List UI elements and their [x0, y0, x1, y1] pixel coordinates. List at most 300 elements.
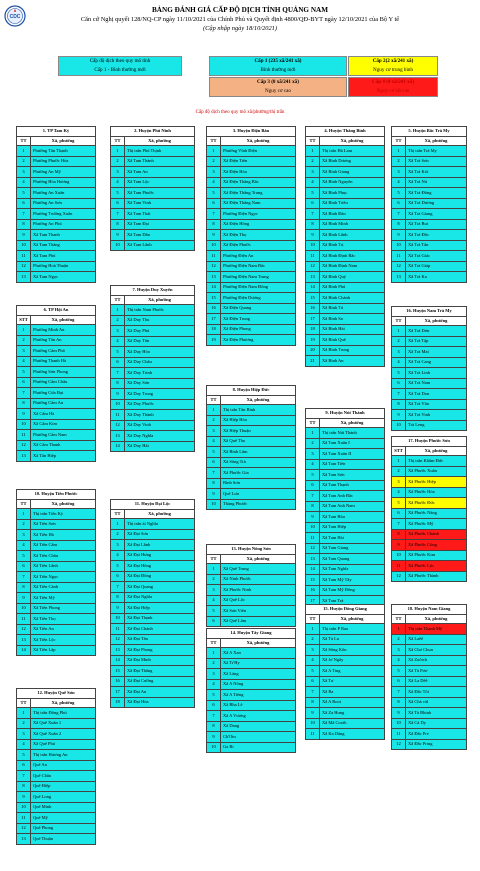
commune-name: Quế Phong — [31, 823, 96, 834]
commune-name: Xã Tam Giang — [320, 543, 385, 554]
commune-name: Thị trấn Phú Thịnh — [125, 146, 195, 157]
commune-name: Xã Tam Trà — [320, 596, 385, 607]
row-number: 1 — [207, 648, 221, 659]
row-number: 4 — [207, 679, 221, 690]
table-row — [111, 529, 195, 540]
row-number: 12 — [306, 543, 320, 554]
commune-name: Xã Tiên Châu — [31, 551, 96, 562]
row-number: 9 — [392, 708, 406, 719]
row-number: 2 — [207, 156, 221, 167]
row-number: 6 — [207, 457, 221, 468]
table-row — [111, 368, 195, 379]
table-row — [207, 742, 296, 753]
row-number: 6 — [306, 480, 320, 491]
district-title: 5. Huyện Bắc Trà My — [392, 127, 467, 137]
row-number: 13 — [111, 431, 125, 442]
row-number: 3 — [111, 326, 125, 337]
commune-name: Xã Tam Thành — [125, 156, 195, 167]
table-row — [17, 572, 96, 583]
row-number: 3 — [392, 167, 406, 178]
row-number: 10 — [392, 420, 406, 431]
commune-name: Xã Trà Nú — [406, 177, 467, 188]
commune-name: Xã Tân Hiệp — [31, 451, 96, 462]
commune-name: Xã Đại Tân — [125, 634, 195, 645]
table-row — [17, 771, 96, 782]
table-row — [306, 718, 385, 729]
col-header-no: TT — [306, 615, 320, 624]
table-row — [17, 377, 96, 388]
row-number: 4 — [306, 655, 320, 666]
commune-name: Xã Điện Thắng Trung — [221, 188, 296, 199]
commune-name: Xã Bình Quế — [320, 335, 385, 346]
province-level-box — [58, 56, 182, 76]
table-row — [17, 146, 96, 157]
commune-name: Xã Đại Hiệp — [125, 603, 195, 614]
col-header-no: TT — [207, 639, 221, 648]
commune-name: Quế Mỹ — [31, 813, 96, 824]
row-number: 8 — [111, 378, 125, 389]
commune-name: Xã Đại Thạnh — [125, 613, 195, 624]
row-number: 3 — [306, 645, 320, 656]
row-number: 15 — [111, 666, 125, 677]
table-row — [207, 240, 296, 251]
row-number: 16 — [207, 303, 221, 314]
table-row — [207, 616, 296, 627]
row-number: 1 — [17, 146, 31, 157]
row-number: 4 — [392, 357, 406, 368]
table-row — [111, 240, 195, 251]
col-header-name: Xã, phường — [125, 510, 195, 519]
level1-desc: Bình thường mới — [260, 67, 296, 73]
district-title: 9. Huyện Núi Thành — [306, 409, 385, 419]
commune-name: Xã Tam Ngọc — [31, 272, 96, 283]
row-number: 5 — [17, 367, 31, 378]
commune-name: Xã Tr'Hy — [221, 658, 296, 669]
row-number: 21 — [306, 356, 320, 367]
table-row — [111, 645, 195, 656]
commune-name: Xã Tam Quang — [320, 554, 385, 565]
commune-name: Ga Ri — [221, 742, 296, 753]
commune-name: Xã Trà Nam — [406, 378, 467, 389]
row-number: 10 — [392, 718, 406, 729]
commune-name: Xã Điện Trung — [221, 314, 296, 325]
table-row — [207, 251, 296, 262]
commune-name: Thị trấn ái Nghĩa — [125, 519, 195, 530]
row-number: 10 — [17, 419, 31, 430]
commune-name: Phường Cẩm Châu — [31, 377, 96, 388]
commune-name: Xã Phước Ninh — [221, 585, 296, 596]
table-row — [306, 335, 385, 346]
table-row — [306, 480, 385, 491]
commune-name: Quế Long — [31, 792, 96, 803]
table-row — [17, 645, 96, 656]
row-number: 8 — [392, 399, 406, 410]
commune-name: Xã A Tiêng — [221, 690, 296, 701]
commune-name: Xã Duy Châu — [125, 357, 195, 368]
row-number: 9 — [392, 230, 406, 241]
row-number: 9 — [17, 230, 31, 241]
table-row — [392, 410, 467, 421]
table-row — [17, 188, 96, 199]
row-number: 5 — [111, 347, 125, 358]
col-header-no: STT — [17, 316, 31, 325]
commune-name: Xã Tà Pơơ — [406, 666, 467, 677]
col-header-name: Xã, phường — [31, 500, 96, 509]
row-number: 7 — [392, 687, 406, 698]
district-title: 7. Huyện Duy Xuyên — [111, 286, 195, 296]
row-number: 3 — [111, 167, 125, 178]
table-row — [207, 606, 296, 617]
table-row — [392, 378, 467, 389]
table-row — [111, 177, 195, 188]
district-table-5-huyen-bac-tra-my — [391, 126, 467, 283]
district-table-18-huyen-nam-giang — [391, 604, 467, 750]
table-row — [17, 635, 96, 646]
commune-name: Xã Tam Thạnh — [320, 480, 385, 491]
row-number: 11 — [306, 729, 320, 740]
table-row — [17, 261, 96, 272]
commune-name: Xã Chà vàl — [406, 697, 467, 708]
table-row — [207, 732, 296, 743]
commune-name: Xã Duy Phước — [125, 399, 195, 410]
table-row — [306, 449, 385, 460]
table-row — [392, 729, 467, 740]
table-row — [392, 708, 467, 719]
commune-name: Xã Zuôich — [406, 655, 467, 666]
row-number: 4 — [17, 177, 31, 188]
table-row — [17, 240, 96, 251]
district-title: 1. TP Tam Kỳ — [17, 127, 96, 137]
row-number: 15 — [207, 293, 221, 304]
row-number: 10 — [392, 550, 406, 561]
row-number: 4 — [111, 336, 125, 347]
row-number: 6 — [111, 357, 125, 368]
commune-name: Thị trấn Nam Phước — [125, 305, 195, 316]
table-row — [392, 219, 467, 230]
row-number: 6 — [392, 198, 406, 209]
commune-name: Xã Quế Trung — [221, 564, 296, 575]
row-number: 1 — [17, 708, 31, 719]
table-row — [17, 219, 96, 230]
row-number: 3 — [17, 530, 31, 541]
table-row — [306, 634, 385, 645]
row-number: 9 — [111, 230, 125, 241]
table-row — [392, 718, 467, 729]
col-header-no: TT — [392, 317, 406, 326]
commune-name: Bình Sơn — [221, 478, 296, 489]
table-row — [306, 188, 385, 199]
table-row — [17, 708, 96, 719]
row-number: 5 — [392, 498, 406, 509]
commune-name: Xã Trà Dơn — [406, 326, 467, 337]
table-row — [207, 721, 296, 732]
commune-name: Xã Tam Anh Bắc — [320, 491, 385, 502]
table-row — [111, 230, 195, 241]
row-number: 4 — [392, 487, 406, 498]
col-header-no: TT — [111, 137, 125, 146]
commune-name: Xã Tam Sơn — [320, 470, 385, 481]
district-title: 15. Huyện Đông Giang — [306, 605, 385, 615]
level2-desc: Nguy cơ trung bình — [373, 67, 413, 73]
table-row — [392, 655, 467, 666]
row-number: 12 — [111, 420, 125, 431]
district-title: 8. Huyện Hiệp Đức — [207, 386, 296, 396]
commune-name: Xã Bình Tú — [320, 303, 385, 314]
row-number: 17 — [111, 687, 125, 698]
row-number: 8 — [17, 219, 31, 230]
commune-name: Xã Phước Năng — [406, 508, 467, 519]
commune-name: Phường Hoà Thuận — [31, 261, 96, 272]
section-subtitle: Cấp độ dịch theo quy mô xã/phường/thị trấn — [195, 110, 285, 115]
table-row — [207, 405, 296, 416]
commune-name: Xã Sơn Viên — [221, 606, 296, 617]
table-row — [392, 347, 467, 358]
commune-name: Xã Trà Sơn — [406, 156, 467, 167]
commune-name: Xã Tam Anh Nam — [320, 501, 385, 512]
row-number: 12 — [17, 823, 31, 834]
commune-name: Trà Leng — [406, 420, 467, 431]
table-row — [17, 519, 96, 530]
district-title: 17. Huyện Phước Sơn — [392, 437, 467, 447]
commune-name: Xã Điện Thắng Bắc — [221, 177, 296, 188]
table-row — [17, 561, 96, 572]
table-row — [17, 834, 96, 845]
commune-name: Xã A Nông — [221, 679, 296, 690]
col-header-name: Xã, phường — [221, 396, 296, 405]
table-row — [17, 729, 96, 740]
row-number: 4 — [207, 595, 221, 606]
commune-name: Xã Tam Hải — [320, 533, 385, 544]
table-row — [111, 582, 195, 593]
commune-name: Xã Tam Hiệp — [320, 522, 385, 533]
commune-name: Xã Bình Nguyên — [320, 177, 385, 188]
commune-name: Xã Tiên Phong — [31, 603, 96, 614]
table-row — [306, 209, 385, 220]
table-row — [111, 410, 195, 421]
row-number: 3 — [306, 167, 320, 178]
district-title: 11. Huyện Đại Lộc — [111, 500, 195, 510]
table-row — [207, 468, 296, 479]
row-number: 5 — [306, 188, 320, 199]
commune-name: Xã Duy Thành — [125, 410, 195, 421]
table-row — [17, 440, 96, 451]
district-table-6-tp-hoi-an — [16, 305, 96, 462]
table-row — [306, 666, 385, 677]
district-table-16-huyen-nam-tra-my — [391, 306, 467, 431]
district-table-12-huyen-que-son — [16, 688, 96, 845]
col-header-name: Xã, phường — [31, 699, 96, 708]
table-row — [306, 676, 385, 687]
commune-name: Xã Cẩm Kim — [31, 419, 96, 430]
commune-name: Xã Duy Phú — [125, 326, 195, 337]
commune-name: Xã Điện Hồng — [221, 219, 296, 230]
level4-title: Cấp 4 (4 xã/241 xã) — [372, 79, 414, 85]
commune-name: Xã Quế Xuân 1 — [31, 718, 96, 729]
table-row — [111, 571, 195, 582]
commune-name: Xã Bình Giang — [320, 167, 385, 178]
commune-name: Phường An Xuân — [31, 188, 96, 199]
row-number: 3 — [17, 346, 31, 357]
col-header-no: TT — [392, 615, 406, 624]
table-row — [392, 167, 467, 178]
row-number: 3 — [392, 477, 406, 488]
table-row — [207, 167, 296, 178]
row-number: 12 — [306, 261, 320, 272]
commune-name: Xã Phước Đức — [406, 498, 467, 509]
commune-name: Xã Điện Tiến — [221, 156, 296, 167]
table-row — [207, 209, 296, 220]
commune-name: Xã A Rooi — [320, 697, 385, 708]
row-number: 9 — [392, 540, 406, 551]
commune-name: Xã Điện Thọ — [221, 230, 296, 241]
table-row — [306, 219, 385, 230]
commune-name: Xã Đại Hưng — [125, 550, 195, 561]
row-number: 12 — [17, 440, 31, 451]
table-row — [207, 595, 296, 606]
commune-name: Phường Hòa Hương — [31, 177, 96, 188]
commune-name: Xã Đại An — [125, 687, 195, 698]
commune-name: Xã Duy Tân — [125, 336, 195, 347]
row-number: 11 — [306, 533, 320, 544]
row-number: 1 — [306, 428, 320, 439]
district-title: 18. Huyện Nam Giang — [392, 605, 467, 615]
col-header-name: Xã, phường — [221, 137, 296, 146]
commune-name: Xã Bình Định Bắc — [320, 251, 385, 262]
commune-name: Xã Bình Lãnh — [320, 230, 385, 241]
table-row — [17, 739, 96, 750]
row-number: 4 — [17, 739, 31, 750]
commune-name: Phường Điện Nam Trung — [221, 272, 296, 283]
row-number: 5 — [207, 606, 221, 617]
row-number: 14 — [17, 645, 31, 656]
col-header-name: Xã, phường — [320, 419, 385, 428]
commune-name: Xã Phước Xuân — [406, 466, 467, 477]
commune-name: Xã Bình Hải — [320, 324, 385, 335]
table-row — [17, 335, 96, 346]
commune-name: Xã Tiên Sơn — [31, 519, 96, 530]
row-number: 4 — [392, 177, 406, 188]
commune-name: Xã Cà Dy — [406, 718, 467, 729]
row-number: 7 — [392, 389, 406, 400]
table-row — [17, 419, 96, 430]
col-header-name: Xã, phường — [406, 317, 467, 326]
commune-name: Xã Trà Vân — [406, 399, 467, 410]
commune-name: Xã Quế Lộc — [221, 595, 296, 606]
row-number: 14 — [111, 441, 125, 452]
row-number: 1 — [207, 405, 221, 416]
row-number: 5 — [207, 447, 221, 458]
commune-name: Xã Quế Lâm — [221, 616, 296, 627]
row-number: 10 — [17, 603, 31, 614]
table-row — [111, 431, 195, 442]
row-number: 4 — [111, 177, 125, 188]
table-row — [207, 426, 296, 437]
commune-name: Phường Cửa Đại — [31, 388, 96, 399]
commune-name: Xã Tam Tiến — [320, 459, 385, 470]
row-number: 2 — [392, 634, 406, 645]
row-number: 16 — [306, 585, 320, 596]
row-number: 9 — [111, 389, 125, 400]
row-number: 8 — [306, 697, 320, 708]
commune-name: Xã Tiên Cảnh — [31, 582, 96, 593]
row-number: 20 — [306, 345, 320, 356]
row-number: 6 — [392, 378, 406, 389]
commune-name: Thị trấn Hương An — [31, 750, 96, 761]
table-row — [17, 451, 96, 462]
commune-name: Xã Duy Trinh — [125, 368, 195, 379]
commune-name: Xã Tà Lu — [320, 634, 385, 645]
row-number: 6 — [306, 676, 320, 687]
row-number: 14 — [306, 564, 320, 575]
row-number: 2 — [306, 438, 320, 449]
commune-name: Phường Minh An — [31, 325, 96, 336]
row-number: 11 — [306, 251, 320, 262]
table-row — [392, 676, 467, 687]
row-number: 10 — [306, 522, 320, 533]
table-row — [111, 315, 195, 326]
table-row — [392, 326, 467, 337]
commune-name: Thị trấn Tân Bình — [221, 405, 296, 416]
commune-name: Quế An — [31, 760, 96, 771]
row-number: 1 — [17, 509, 31, 520]
commune-name: Xã Quế Xuân 2 — [31, 729, 96, 740]
commune-name: Xã Trà Linh — [406, 368, 467, 379]
row-number: 9 — [207, 230, 221, 241]
table-row — [207, 335, 296, 346]
table-row — [17, 388, 96, 399]
table-row — [306, 303, 385, 314]
col-header-no: TT — [207, 555, 221, 564]
commune-name: Phường Trường Xuân — [31, 209, 96, 220]
table-row — [392, 188, 467, 199]
row-number: 7 — [306, 491, 320, 502]
commune-name: Xã Quế Phú — [31, 739, 96, 750]
table-row — [111, 420, 195, 431]
table-row — [392, 687, 467, 698]
table-row — [306, 470, 385, 481]
commune-name: Phường Sơn Phong — [31, 367, 96, 378]
commune-name: Xã Đại Minh — [125, 655, 195, 666]
table-row — [306, 272, 385, 283]
row-number: 8 — [306, 501, 320, 512]
commune-name: Xã Quế Thọ — [221, 436, 296, 447]
row-number: 7 — [392, 209, 406, 220]
commune-name: Xã Bình Phục — [320, 188, 385, 199]
table-row — [306, 491, 385, 502]
commune-name: Xã Bình Trị — [320, 240, 385, 251]
row-number: 7 — [306, 687, 320, 698]
row-number: 16 — [306, 303, 320, 314]
table-row — [207, 447, 296, 458]
district-title: 16. Huyện Nam Trà My — [392, 307, 467, 317]
commune-name: Xã Duy Vinh — [125, 420, 195, 431]
row-number: 1 — [207, 146, 221, 157]
table-row — [17, 792, 96, 803]
col-header-no: TT — [111, 510, 125, 519]
table-row — [111, 198, 195, 209]
row-number: 2 — [17, 718, 31, 729]
level1-box — [209, 56, 347, 76]
commune-name: Xã Sông Trà — [221, 457, 296, 468]
table-row — [306, 167, 385, 178]
table-row — [392, 739, 467, 750]
level3-title: Cấp 3 (0 xã/241 xã) — [257, 79, 299, 85]
table-row — [111, 399, 195, 410]
row-number: 16 — [111, 676, 125, 687]
col-header-no: TT — [207, 396, 221, 405]
commune-name: Phường Tân Thạnh — [31, 146, 96, 157]
table-row — [111, 336, 195, 347]
